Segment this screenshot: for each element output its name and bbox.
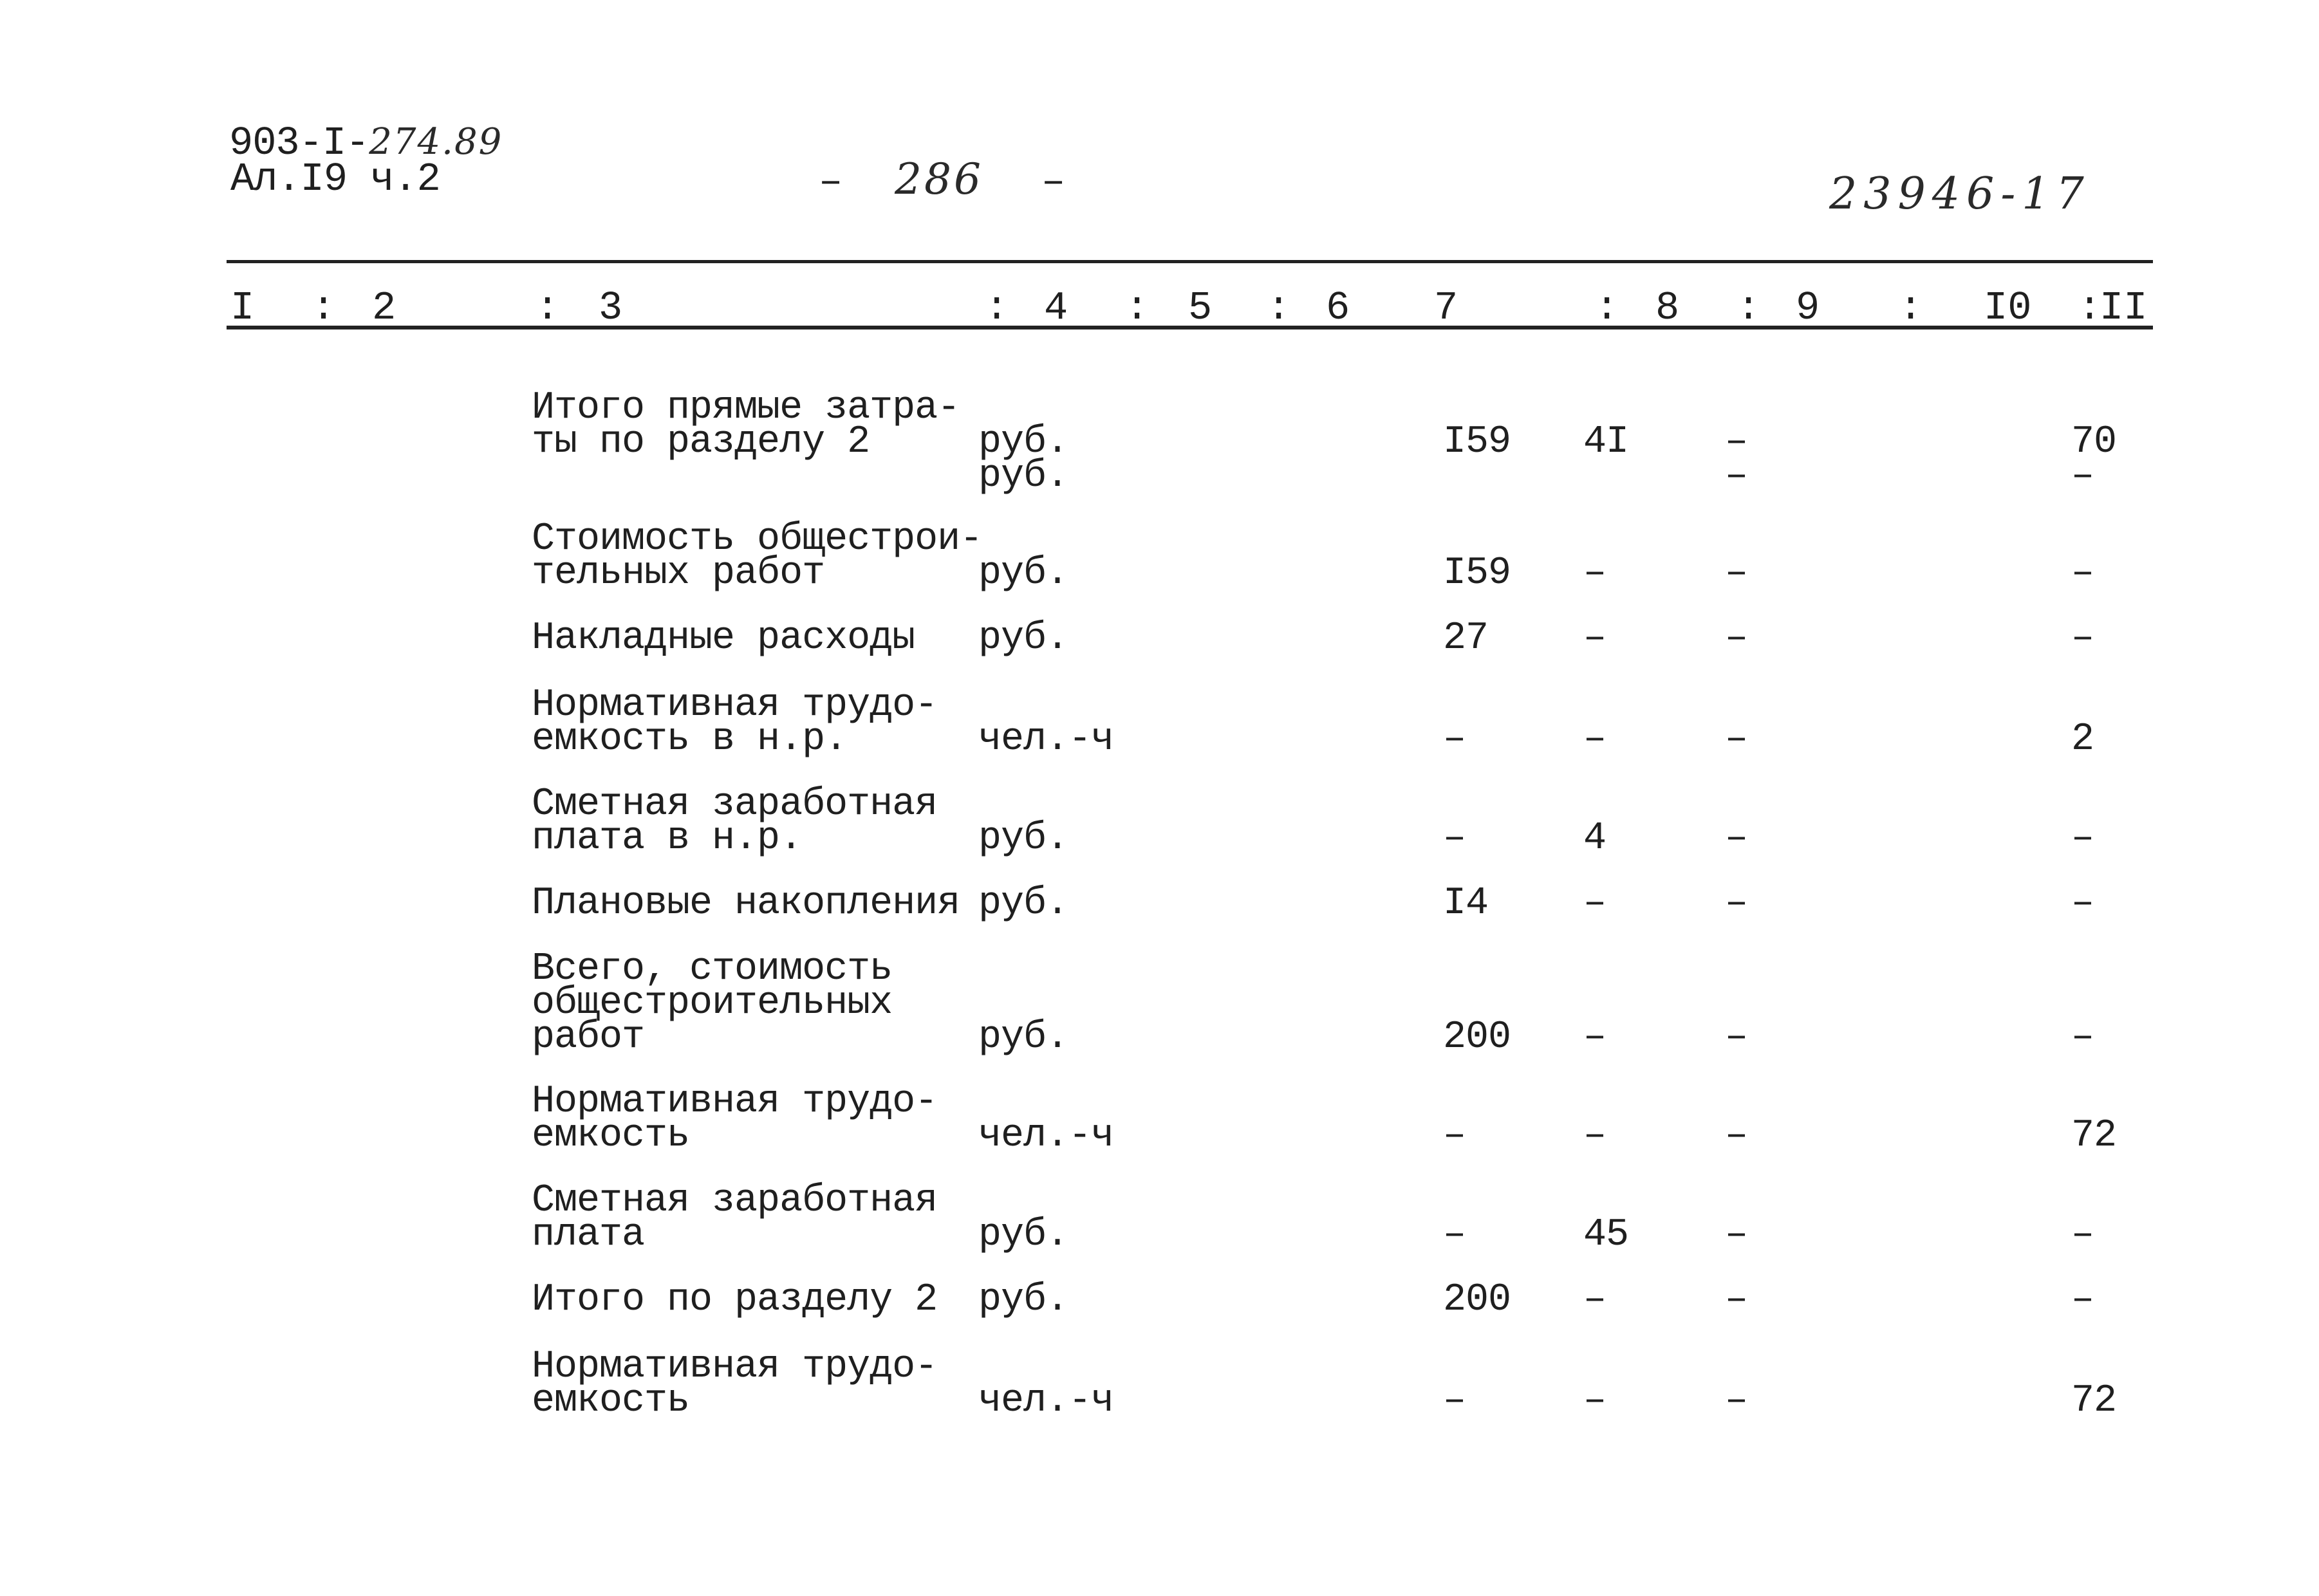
row-col9-value: – [1725, 817, 1748, 860]
row-col11-value: 70 – [2071, 420, 2117, 498]
column-header-label: I0 [1984, 285, 2032, 331]
column-header-sep: : [536, 285, 560, 331]
row-col11-value: 72 [2071, 1379, 2117, 1423]
row-col11-value: – [2071, 1016, 2094, 1059]
row-col8-value: – [1583, 1278, 1607, 1322]
row-unit: чел.-ч [978, 718, 1114, 761]
row-col9-value: – [1725, 718, 1748, 761]
row-col8-value: – [1583, 617, 1607, 660]
row-col8-value: – [1583, 718, 1607, 761]
column-header-label: I [230, 285, 255, 331]
row-col9-value: – [1725, 552, 1748, 595]
row-col7-value: 27 [1443, 617, 1489, 660]
column-header-label: 3 [599, 285, 623, 331]
column-header-sep: : [1737, 285, 1761, 331]
row-col8-value: 4I [1583, 420, 1629, 464]
column-header-sep: : [985, 285, 1009, 331]
row-unit: руб. [978, 1213, 1069, 1257]
column-header-sep: : [2078, 285, 2102, 331]
row-description: Плановые накопления [532, 882, 960, 925]
table-top-rule [227, 260, 2153, 263]
row-col11-value: – [2071, 1213, 2094, 1257]
row-description: Сметная заработная плата в н.р. [532, 783, 938, 860]
page-number-dash-left: – [819, 159, 843, 205]
row-col7-value: 200 [1443, 1016, 1511, 1059]
row-description: Накладные расходы [532, 617, 915, 660]
row-col7-value: – [1443, 1379, 1466, 1423]
row-col8-value: 45 [1583, 1213, 1629, 1257]
row-col7-value: I4 [1443, 882, 1489, 925]
column-header-label: 6 [1326, 285, 1350, 331]
column-header-sep: : [312, 285, 336, 331]
row-col11-value: – [2071, 552, 2094, 595]
row-col8-value: 4 [1583, 817, 1607, 860]
column-header-sep: : [1267, 285, 1291, 331]
row-col8-value: – [1583, 1379, 1607, 1423]
row-description: Стоимость общестрои- тельных работ [532, 517, 983, 595]
row-col9-value: – [1725, 1016, 1748, 1059]
row-col7-value: – [1443, 1114, 1466, 1158]
row-col9-value: – – [1725, 420, 1748, 498]
column-header-sep: : [1899, 285, 1923, 331]
column-header-label: 5 [1188, 285, 1213, 331]
page-number: 286 [895, 154, 983, 204]
row-col7-value: – [1443, 1213, 1466, 1257]
row-col9-value: – [1725, 1379, 1748, 1423]
row-col7-value: I59 [1443, 420, 1511, 464]
page-number-dash-right: – [1041, 159, 1065, 205]
column-header-label: 2 [372, 285, 396, 331]
row-col11-value: – [2071, 1278, 2094, 1322]
row-col8-value: – [1583, 1016, 1607, 1059]
document-code-handwritten: 274.89 [369, 121, 503, 163]
row-col11-value: – [2071, 817, 2094, 860]
row-description: Нормативная трудо- емкость [532, 1345, 938, 1423]
row-unit: руб. [978, 617, 1069, 660]
column-header-label: 8 [1655, 285, 1680, 331]
row-unit: руб. [978, 1016, 1069, 1059]
row-col11-value: 2 [2071, 718, 2094, 761]
row-col9-value: – [1725, 617, 1748, 660]
row-description: Всего, стоимость общестроительных работ [532, 947, 893, 1059]
column-header-sep: : [1125, 285, 1150, 331]
document-code-prefix: 903-I- [229, 120, 369, 166]
row-description: Нормативная трудо- емкость в н.р. [532, 683, 938, 761]
column-header-label: 9 [1796, 285, 1820, 331]
row-unit: чел.-ч [978, 1114, 1114, 1158]
row-col11-value: 72 [2071, 1114, 2117, 1158]
row-col8-value: – [1583, 882, 1607, 925]
column-header-sep: : [1595, 285, 1619, 331]
row-description: Итого по разделу 2 [532, 1278, 938, 1322]
row-col9-value: – [1725, 882, 1748, 925]
row-description: Сметная заработная плата [532, 1179, 938, 1257]
row-col7-value: 200 [1443, 1278, 1511, 1322]
row-col7-value: I59 [1443, 552, 1511, 595]
row-col8-value: – [1583, 1114, 1607, 1158]
row-unit: руб. [978, 1278, 1069, 1322]
row-col9-value: – [1725, 1213, 1748, 1257]
row-unit: руб. [978, 552, 1069, 595]
inventory-number: 23946-17 [1829, 169, 2091, 219]
row-unit: руб. [978, 817, 1069, 860]
row-col11-value: – [2071, 882, 2094, 925]
row-col7-value: – [1443, 817, 1466, 860]
column-header-label: II [2100, 285, 2148, 331]
column-header-label: 4 [1044, 285, 1068, 331]
column-header-label: 7 [1434, 285, 1458, 331]
row-description: Нормативная трудо- емкость [532, 1080, 938, 1158]
row-col9-value: – [1725, 1278, 1748, 1322]
row-unit: руб. руб. [978, 420, 1069, 498]
row-description: Итого прямые затра- ты по разделу 2 [532, 386, 960, 464]
row-unit: руб. [978, 882, 1069, 925]
row-col9-value: – [1725, 1114, 1748, 1158]
row-unit: чел.-ч [978, 1379, 1114, 1423]
album-label: Ал.I9 ч.2 [230, 156, 440, 202]
row-col11-value: – [2071, 617, 2094, 660]
row-col8-value: – [1583, 552, 1607, 595]
row-col7-value: – [1443, 718, 1466, 761]
